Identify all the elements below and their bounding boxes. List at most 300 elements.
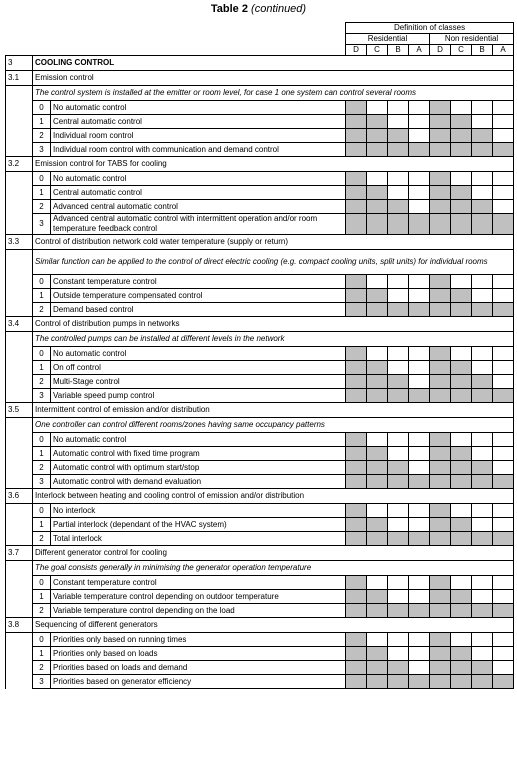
class-cell xyxy=(367,115,388,129)
class-cell xyxy=(367,347,388,361)
class-label: D xyxy=(346,45,367,56)
item-number: 2 xyxy=(33,661,51,675)
header-definition-of-classes: Definition of classes xyxy=(346,23,514,34)
class-cell xyxy=(451,461,472,475)
class-label: A xyxy=(409,45,430,56)
item-row xyxy=(6,143,514,157)
item-number: 3 xyxy=(33,389,51,403)
item-row xyxy=(6,675,514,689)
class-cell xyxy=(472,303,493,317)
note-text: The control system is installed at the emitter or room level, for case 1 one system can control several rooms xyxy=(33,86,514,101)
subsection-number: 3.2 xyxy=(6,157,33,172)
subsection-title: Emission control xyxy=(33,71,514,86)
subsection-title: Control of distribution network cold water temperature (supply or return) xyxy=(33,235,514,250)
item-description: Priorities only based on running times xyxy=(51,633,346,647)
class-cell xyxy=(367,186,388,200)
class-cell xyxy=(409,675,430,689)
class-cell xyxy=(493,186,514,200)
class-cell xyxy=(451,143,472,157)
item-row xyxy=(6,576,514,590)
class-cell xyxy=(493,661,514,675)
subsection-number: 3.8 xyxy=(6,618,33,633)
item-description: Advanced central automatic control xyxy=(51,200,346,214)
item-number: 0 xyxy=(33,101,51,115)
item-number: 1 xyxy=(33,447,51,461)
subsection-title: Sequencing of different generators xyxy=(33,618,514,633)
item-number: 3 xyxy=(33,143,51,157)
class-cell xyxy=(367,389,388,403)
class-cell xyxy=(451,186,472,200)
class-cell xyxy=(493,129,514,143)
class-cell xyxy=(346,461,367,475)
class-cell xyxy=(430,143,451,157)
note-row xyxy=(6,250,514,275)
class-cell xyxy=(493,347,514,361)
class-cell xyxy=(346,504,367,518)
class-cell xyxy=(430,532,451,546)
class-cell xyxy=(451,604,472,618)
class-cell xyxy=(493,433,514,447)
class-cell xyxy=(388,647,409,661)
class-cell xyxy=(388,604,409,618)
class-cell xyxy=(472,361,493,375)
class-cell xyxy=(388,633,409,647)
class-cell xyxy=(472,200,493,214)
class-cell xyxy=(493,200,514,214)
note-row xyxy=(6,332,514,347)
class-cell xyxy=(409,214,430,235)
class-cell xyxy=(388,303,409,317)
subsection-row xyxy=(6,489,514,504)
item-description: Constant temperature control xyxy=(51,576,346,590)
item-number: 0 xyxy=(33,433,51,447)
class-cell xyxy=(367,475,388,489)
class-cell xyxy=(451,361,472,375)
class-cell xyxy=(430,475,451,489)
item-description: Variable speed pump control xyxy=(51,389,346,403)
class-cell xyxy=(430,633,451,647)
class-cell xyxy=(388,590,409,604)
class-cell xyxy=(367,447,388,461)
item-number: 2 xyxy=(33,200,51,214)
note-row xyxy=(6,86,514,101)
item-number: 3 xyxy=(33,475,51,489)
class-cell xyxy=(388,129,409,143)
item-row xyxy=(6,375,514,389)
class-cell xyxy=(346,532,367,546)
class-cell xyxy=(472,590,493,604)
item-number: 0 xyxy=(33,576,51,590)
table-title-main: Table 2 xyxy=(210,3,248,15)
class-cell xyxy=(346,101,367,115)
class-cell xyxy=(451,532,472,546)
note-text: The goal consists generally in minimising the generator operation temperature xyxy=(33,561,514,576)
item-number: 2 xyxy=(33,375,51,389)
class-cell xyxy=(472,129,493,143)
item-number: 0 xyxy=(33,504,51,518)
class-cell xyxy=(409,186,430,200)
class-cell xyxy=(346,129,367,143)
class-cell xyxy=(367,361,388,375)
class-cell xyxy=(409,532,430,546)
item-row xyxy=(6,590,514,604)
class-cell xyxy=(451,303,472,317)
item-number: 2 xyxy=(33,604,51,618)
item-number: 0 xyxy=(33,347,51,361)
class-cell xyxy=(493,590,514,604)
item-number: 2 xyxy=(33,303,51,317)
class-cell xyxy=(367,604,388,618)
item-row xyxy=(6,389,514,403)
class-label: C xyxy=(451,45,472,56)
class-cell xyxy=(493,604,514,618)
class-cell xyxy=(472,675,493,689)
class-cell xyxy=(472,389,493,403)
subsection-row xyxy=(6,403,514,418)
item-description: Individual room control with communication and demand control xyxy=(51,143,346,157)
item-number: 1 xyxy=(33,186,51,200)
class-cell xyxy=(451,504,472,518)
class-cell xyxy=(451,101,472,115)
subsection-row xyxy=(6,618,514,633)
class-cell xyxy=(346,675,367,689)
class-cell xyxy=(388,504,409,518)
item-row xyxy=(6,303,514,317)
class-cell xyxy=(409,518,430,532)
item-number: 1 xyxy=(33,289,51,303)
class-cell xyxy=(472,661,493,675)
note-text: Similar function can be applied to the control of direct electric cooling (e.g. compact cooling units, split units) for individual rooms xyxy=(33,250,514,275)
class-cell xyxy=(409,433,430,447)
class-cell xyxy=(409,101,430,115)
class-cell xyxy=(367,303,388,317)
item-number: 1 xyxy=(33,361,51,375)
item-description: Multi-Stage control xyxy=(51,375,346,389)
subsection-title: Emission control for TABS for cooling xyxy=(33,157,514,172)
class-cell xyxy=(472,275,493,289)
class-cell xyxy=(430,389,451,403)
class-cell xyxy=(493,289,514,303)
item-description: Automatic control with fixed time program xyxy=(51,447,346,461)
item-row xyxy=(6,475,514,489)
header-row-classes xyxy=(6,45,514,56)
item-description: Priorities only based on loads xyxy=(51,647,346,661)
class-cell xyxy=(367,289,388,303)
class-cell xyxy=(430,186,451,200)
item-description: No interlock xyxy=(51,504,346,518)
class-cell xyxy=(409,576,430,590)
item-row xyxy=(6,604,514,618)
note-text: One controller can control different rooms/zones having same occupancy patterns xyxy=(33,418,514,433)
class-cell xyxy=(388,361,409,375)
class-cell xyxy=(493,275,514,289)
class-cell xyxy=(472,447,493,461)
item-description: Outside temperature compensated control xyxy=(51,289,346,303)
item-row xyxy=(6,518,514,532)
section-row xyxy=(6,56,514,71)
class-cell xyxy=(451,214,472,235)
class-cell xyxy=(493,143,514,157)
item-row xyxy=(6,647,514,661)
item-row xyxy=(6,504,514,518)
class-cell xyxy=(346,604,367,618)
class-cell xyxy=(388,289,409,303)
class-cell xyxy=(367,433,388,447)
item-row xyxy=(6,186,514,200)
class-cell xyxy=(409,590,430,604)
header-non-residential: Non residential xyxy=(430,34,514,45)
item-description: Individual room control xyxy=(51,129,346,143)
class-cell xyxy=(493,461,514,475)
class-cell xyxy=(367,172,388,186)
class-cell xyxy=(493,518,514,532)
class-cell xyxy=(409,475,430,489)
item-number: 0 xyxy=(33,172,51,186)
class-cell xyxy=(367,143,388,157)
class-cell xyxy=(430,590,451,604)
class-cell xyxy=(409,200,430,214)
item-description: No automatic control xyxy=(51,172,346,186)
class-cell xyxy=(472,433,493,447)
class-cell xyxy=(472,633,493,647)
class-cell xyxy=(472,518,493,532)
class-cell xyxy=(451,475,472,489)
class-cell xyxy=(472,143,493,157)
class-cell xyxy=(472,461,493,475)
subsection-number: 3.7 xyxy=(6,546,33,561)
class-cell xyxy=(430,347,451,361)
class-cell xyxy=(367,129,388,143)
section-number: 3 xyxy=(6,56,33,71)
class-cell xyxy=(472,532,493,546)
class-cell xyxy=(493,361,514,375)
class-cell xyxy=(346,447,367,461)
item-description: Advanced central automatic control with intermittent operation and/or room temperature feedback control xyxy=(51,214,346,235)
class-cell xyxy=(472,576,493,590)
class-cell xyxy=(346,590,367,604)
item-row xyxy=(6,200,514,214)
class-cell xyxy=(346,576,367,590)
class-cell xyxy=(451,172,472,186)
item-number: 2 xyxy=(33,532,51,546)
class-cell xyxy=(367,461,388,475)
class-cell xyxy=(430,604,451,618)
class-cell xyxy=(409,661,430,675)
subsection-title: Different generator control for cooling xyxy=(33,546,514,561)
class-cell xyxy=(388,172,409,186)
item-row xyxy=(6,461,514,475)
item-description: Central automatic control xyxy=(51,115,346,129)
item-description: No automatic control xyxy=(51,101,346,115)
class-cell xyxy=(493,115,514,129)
class-cell xyxy=(346,347,367,361)
item-row xyxy=(6,115,514,129)
class-cell xyxy=(388,115,409,129)
class-cell xyxy=(430,675,451,689)
class-cell xyxy=(346,275,367,289)
class-cell xyxy=(388,661,409,675)
class-cell xyxy=(493,214,514,235)
class-cell xyxy=(388,675,409,689)
item-description: Priorities based on generator efficiency xyxy=(51,675,346,689)
subsection-row xyxy=(6,235,514,250)
item-description: No automatic control xyxy=(51,433,346,447)
subsection-title: Control of distribution pumps in networks xyxy=(33,317,514,332)
class-cell xyxy=(409,129,430,143)
class-cell xyxy=(430,289,451,303)
class-cell xyxy=(388,375,409,389)
item-description: Constant temperature control xyxy=(51,275,346,289)
class-cell xyxy=(472,375,493,389)
class-cell xyxy=(346,661,367,675)
class-cell xyxy=(346,361,367,375)
item-description: Variable temperature control depending on the load xyxy=(51,604,346,618)
subsection-row xyxy=(6,546,514,561)
item-description: Variable temperature control depending on outdoor temperature xyxy=(51,590,346,604)
class-label: C xyxy=(367,45,388,56)
class-cell xyxy=(451,576,472,590)
item-row xyxy=(6,361,514,375)
item-description: Central automatic control xyxy=(51,186,346,200)
class-cell xyxy=(430,461,451,475)
class-cell xyxy=(451,375,472,389)
class-cell xyxy=(388,186,409,200)
class-cell xyxy=(388,518,409,532)
class-cell xyxy=(472,604,493,618)
class-cell xyxy=(388,461,409,475)
class-cell xyxy=(472,101,493,115)
class-cell xyxy=(451,433,472,447)
class-cell xyxy=(472,172,493,186)
note-row xyxy=(6,418,514,433)
note-text: The controlled pumps can be installed at different levels in the network xyxy=(33,332,514,347)
class-cell xyxy=(346,389,367,403)
class-cell xyxy=(430,433,451,447)
header-residential: Residential xyxy=(346,34,430,45)
item-number: 1 xyxy=(33,518,51,532)
class-cell xyxy=(388,200,409,214)
class-cell xyxy=(367,275,388,289)
item-row xyxy=(6,289,514,303)
class-cell xyxy=(346,143,367,157)
class-cell xyxy=(367,504,388,518)
class-cell xyxy=(346,303,367,317)
class-cell xyxy=(451,675,472,689)
class-cell xyxy=(493,675,514,689)
class-cell xyxy=(367,633,388,647)
class-cell xyxy=(451,115,472,129)
class-cell xyxy=(409,504,430,518)
class-cell xyxy=(493,532,514,546)
class-cell xyxy=(367,200,388,214)
class-cell xyxy=(430,129,451,143)
class-cell xyxy=(367,647,388,661)
item-description: Automatic control with demand evaluation xyxy=(51,475,346,489)
class-cell xyxy=(346,433,367,447)
class-cell xyxy=(388,576,409,590)
note-row xyxy=(6,561,514,576)
item-description: Priorities based on loads and demand xyxy=(51,661,346,675)
subsection-number: 3.4 xyxy=(6,317,33,332)
header-row-group xyxy=(6,23,514,34)
class-cell xyxy=(451,289,472,303)
class-cell xyxy=(346,647,367,661)
subsection-number: 3.6 xyxy=(6,489,33,504)
class-cell xyxy=(346,475,367,489)
class-cell xyxy=(472,289,493,303)
item-description: Total interlock xyxy=(51,532,346,546)
class-cell xyxy=(367,375,388,389)
class-cell xyxy=(451,518,472,532)
class-cell xyxy=(451,633,472,647)
table-title xyxy=(0,3,517,15)
class-cell xyxy=(409,461,430,475)
subsection-row xyxy=(6,71,514,86)
item-number: 1 xyxy=(33,647,51,661)
class-cell xyxy=(346,289,367,303)
class-cell xyxy=(346,633,367,647)
class-cell xyxy=(367,518,388,532)
class-cell xyxy=(409,389,430,403)
class-cell xyxy=(409,303,430,317)
class-cell xyxy=(409,143,430,157)
item-row xyxy=(6,275,514,289)
class-cell xyxy=(388,347,409,361)
class-cell xyxy=(367,576,388,590)
class-cell xyxy=(430,172,451,186)
class-cell xyxy=(430,361,451,375)
class-cell xyxy=(409,647,430,661)
class-cell xyxy=(472,115,493,129)
class-cell xyxy=(346,518,367,532)
class-cell xyxy=(367,532,388,546)
item-number: 0 xyxy=(33,633,51,647)
class-cell xyxy=(367,101,388,115)
class-cell xyxy=(493,576,514,590)
subsection-number: 3.5 xyxy=(6,403,33,418)
item-description: Partial interlock (dependant of the HVAC system) xyxy=(51,518,346,532)
header-row-category xyxy=(6,34,514,45)
class-cell xyxy=(388,101,409,115)
item-number: 2 xyxy=(33,461,51,475)
class-cell xyxy=(472,214,493,235)
class-cell xyxy=(409,633,430,647)
class-cell xyxy=(430,647,451,661)
class-cell xyxy=(388,475,409,489)
item-row xyxy=(6,214,514,235)
class-cell xyxy=(388,389,409,403)
class-cell xyxy=(346,375,367,389)
item-number: 1 xyxy=(33,590,51,604)
class-cell xyxy=(451,347,472,361)
class-cell xyxy=(430,115,451,129)
class-cell xyxy=(472,647,493,661)
item-description: No automatic control xyxy=(51,347,346,361)
class-cell xyxy=(409,115,430,129)
class-cell xyxy=(430,275,451,289)
subsection-row xyxy=(6,157,514,172)
item-row xyxy=(6,433,514,447)
class-cell xyxy=(388,447,409,461)
item-number: 3 xyxy=(33,675,51,689)
class-cell xyxy=(430,576,451,590)
class-cell xyxy=(451,275,472,289)
class-cell xyxy=(493,504,514,518)
class-label: A xyxy=(493,45,514,56)
class-cell xyxy=(472,347,493,361)
class-cell xyxy=(367,590,388,604)
class-cell xyxy=(472,504,493,518)
